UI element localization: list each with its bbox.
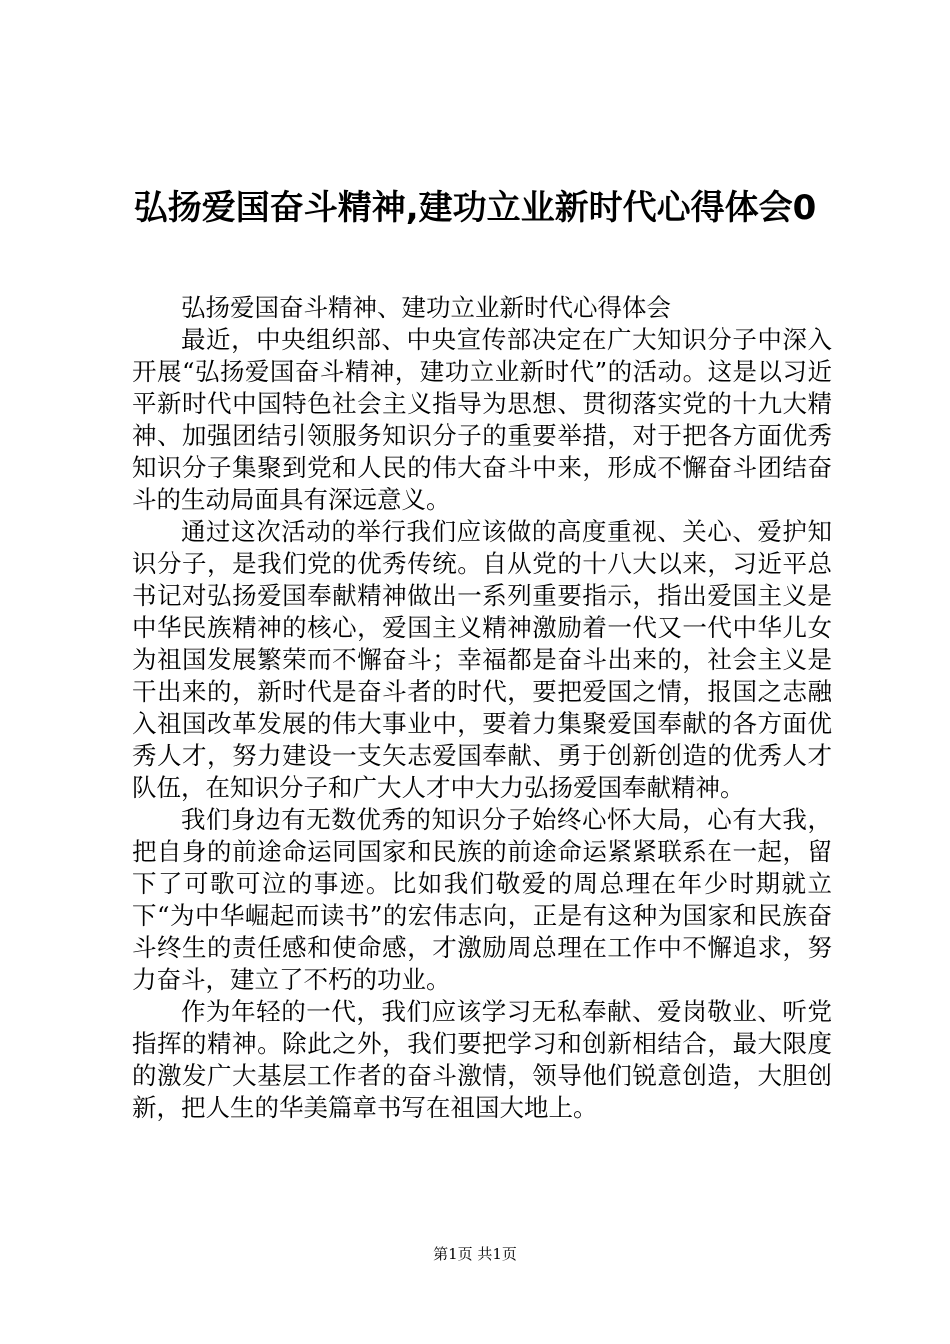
body-paragraph: 我们身边有无数优秀的知识分子始终心怀大局，心有大我，把自身的前途命运同国家和民族的前途命运紧紧联系在一起，留下了可歌可泣的事迹。比如我们敬爱的周总理在年少时期就立下“为中华崛起而读书”的宏伟志向，正是有这种为国家和民族奋斗终生的责任感和使命感，才激励周总理在工作中不懈追求，努力奋斗，建立了不朽的功业。 [132,805,832,994]
body-paragraph: 最近，中央组织部、中央宣传部决定在广大知识分子中深入开展“弘扬爱国奋斗精神，建功立业新时代”的活动。这是以习近平新时代中国特色社会主义指导为思想、贯彻落实党的十九大精神、加强团结引领服务知识分子的重要举措，对于把各方面优秀知识分子集聚到党和人民的伟大奋斗中来，形成不懈奋斗团结奋斗的生动局面具有深远意义。 [132,325,832,514]
page-footer: 第1页 共1页 [433,1245,517,1263]
document-body [132,292,832,1124]
document-title: 弘扬爱国奋斗精神,建功立业新时代心得体会0 [133,188,817,228]
body-paragraph: 作为年轻的一代，我们应该学习无私奉献、爱岗敬业、听党指挥的精神。除此之外，我们要把学习和创新相结合，最大限度的激发广大基层工作者的奋斗激情，领导他们锐意创造，大胆创新，把人生的华美篇章书写在祖国大地上。 [132,997,832,1122]
subtitle-paragraph: 弘扬爱国奋斗精神、建功立业新时代心得体会 [181,293,671,322]
body-paragraph: 通过这次活动的举行我们应该做的高度重视、关心、爱护知识分子，是我们党的优秀传统。自从党的十八大以来，习近平总书记对弘扬爱国奉献精神做出一系列重要指示，指出爱国主义是中华民族精神的核心，爱国主义精神激励着一代又一代中华儿女为祖国发展繁荣而不懈奋斗；幸福都是奋斗出来的，社会主义是干出来的，新时代是奋斗者的时代，要把爱国之情，报国之志融入祖国改革发展的伟大事业中，要着力集聚爱国奉献的各方面优秀人才，努力建设一支矢志爱国奉献、勇于创新创造的优秀人才队伍，在知识分子和广大人才中大力弘扬爱国奉献精神。 [132,517,832,802]
